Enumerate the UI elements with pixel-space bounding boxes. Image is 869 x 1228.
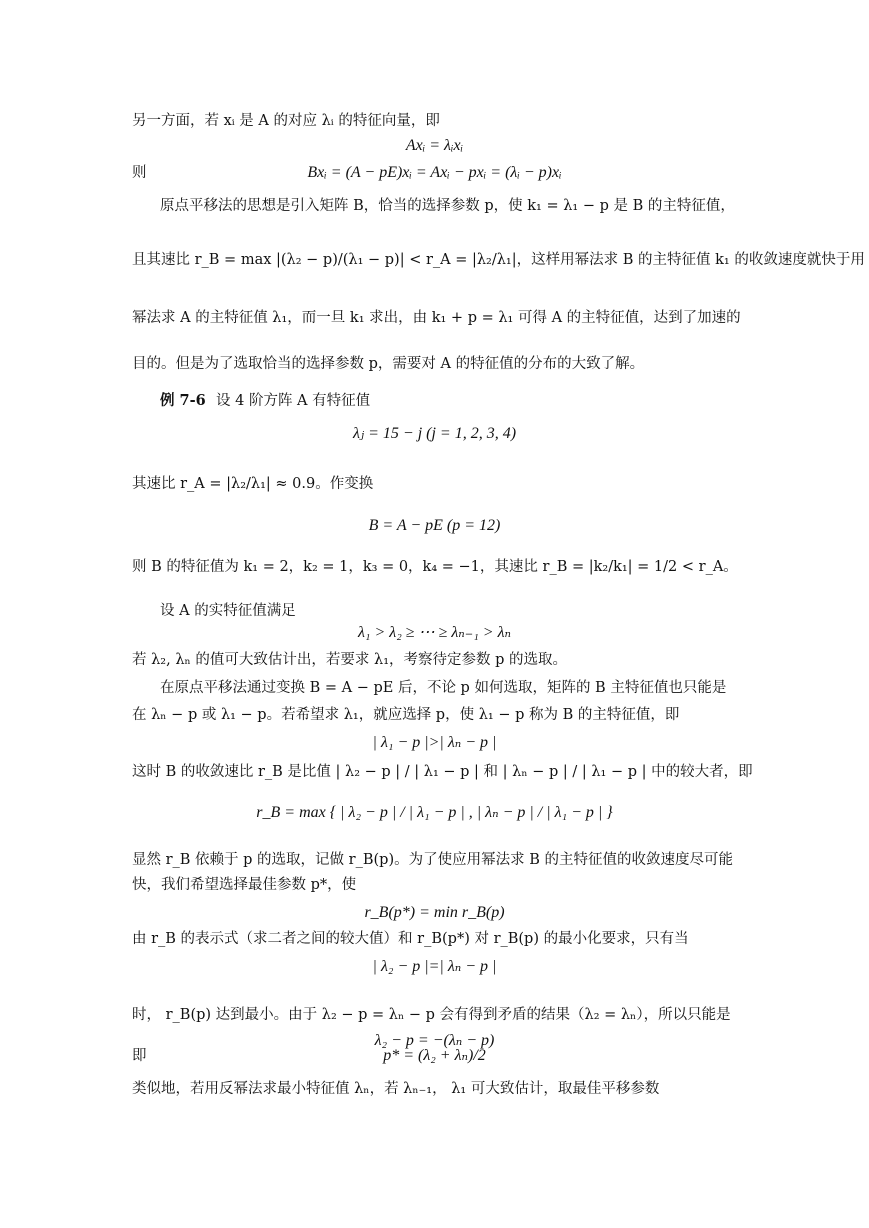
equation: Axᵢ = λᵢxᵢ: [405, 137, 464, 154]
equation: r_B = max { | λ₂ − p | / | λ₁ − p | , | λₙ − p | / | λ₁ − p | }: [256, 804, 613, 821]
text-line: 显然 r_B 依赖于 p 的选取，记做 r_B(p)。为了使应用幂法求 B 的主特征值的收敛速度尽可能: [132, 852, 733, 868]
text-line: 则: [132, 165, 147, 181]
text-line: 其速比 r_A = |λ₂/λ₁| ≈ 0.9。作变换: [132, 476, 374, 492]
text-line: 幂法求 A 的主特征值 λ₁，而一旦 k₁ 求出，由 k₁ + p = λ₁ 可得 A 的主特征值，达到了加速的: [132, 310, 741, 326]
text-line: 即: [132, 1048, 147, 1064]
text-line: 原点平移法的思想是引入矩阵 B，恰当的选择参数 p，使 k₁ = λ₁ − p 是 B 的主特征值，: [160, 198, 735, 214]
text-line: 由 r_B 的表示式（求二者之间的较大值）和 r_B(p*) 对 r_B(p) 的最小化要求，只有当: [132, 931, 689, 947]
equation: λ₁ > λ₂ ≥ ⋯ ≥ λₙ₋₁ > λₙ: [358, 624, 511, 641]
text-line: 在原点平移法通过变换 B = A − pE 后，不论 p 如何选取，矩阵的 B 主特征值也只能是: [160, 680, 727, 696]
equation: Bxᵢ = (A − pE)xᵢ = Axᵢ − pxᵢ = (λᵢ − p)xᵢ: [307, 164, 562, 181]
text-line: 这时 B 的收敛速比 r_B 是比值 | λ₂ − p | / | λ₁ − p | 和 | λₙ − p | / | λ₁ − p | 中的较大者，即: [132, 764, 753, 780]
text-line: 快，我们希望选择最佳参数 p*，使: [132, 877, 357, 893]
equation: λ₂ − p = −(λₙ − p): [374, 1032, 495, 1049]
equation: p* = (λ₂ + λₙ)/2: [383, 1047, 486, 1064]
equation: B = A − pE (p = 12): [368, 517, 501, 534]
text-line: 时， r_B(p) 达到最小。由于 λ₂ − p = λₙ − p 会有得到矛盾的结果（λ₂ = λₙ），所以只能是: [132, 1007, 731, 1023]
text-line: 目的。但是为了选取恰当的选择参数 p，需要对 A 的特征值的分布的大致了解。: [132, 356, 645, 372]
text-line: 设 A 的实特征值满足: [160, 603, 296, 619]
equation: | λ₂ − p |=| λₙ − p |: [372, 958, 497, 975]
text-line: 若 λ₂, λₙ 的值可大致估计出，若要求 λ₁，考察待定参数 p 的选取。: [132, 652, 568, 668]
text-line: 类似地，若用反幂法求最小特征值 λₙ，若 λₙ₋₁， λ₁ 可大致估计，取最佳平移参数: [132, 1081, 660, 1097]
example-label: 例 7-6: [160, 392, 206, 409]
equation: | λ₁ − p |>| λₙ − p |: [372, 734, 497, 751]
equation: r_B(p*) = min r_B(p): [364, 904, 505, 921]
text-line: 则 B 的特征值为 k₁ = 2，k₂ = 1，k₃ = 0，k₄ = −1，其速比 r_B = |k₂/k₁| = 1/2 < r_A。: [132, 559, 738, 575]
text-line: 设 4 阶方阵 A 有特征值: [216, 393, 371, 409]
text-line: 且其速比 r_B = max |(λ₂ − p)/(λ₁ − p)| < r_A = |λ₂/λ₁|，这样用幂法求 B 的主特征值 k₁ 的收敛速度就快于用: [132, 252, 865, 268]
text-line: 另一方面，若 xᵢ 是 A 的对应 λᵢ 的特征向量，即: [132, 113, 440, 129]
equation: λⱼ = 15 − j (j = 1, 2, 3, 4): [352, 425, 517, 442]
text-line: 在 λₙ − p 或 λ₁ − p。若希望求 λ₁，就应选择 p，使 λ₁ − p 称为 B 的主特征值，即: [132, 707, 680, 723]
